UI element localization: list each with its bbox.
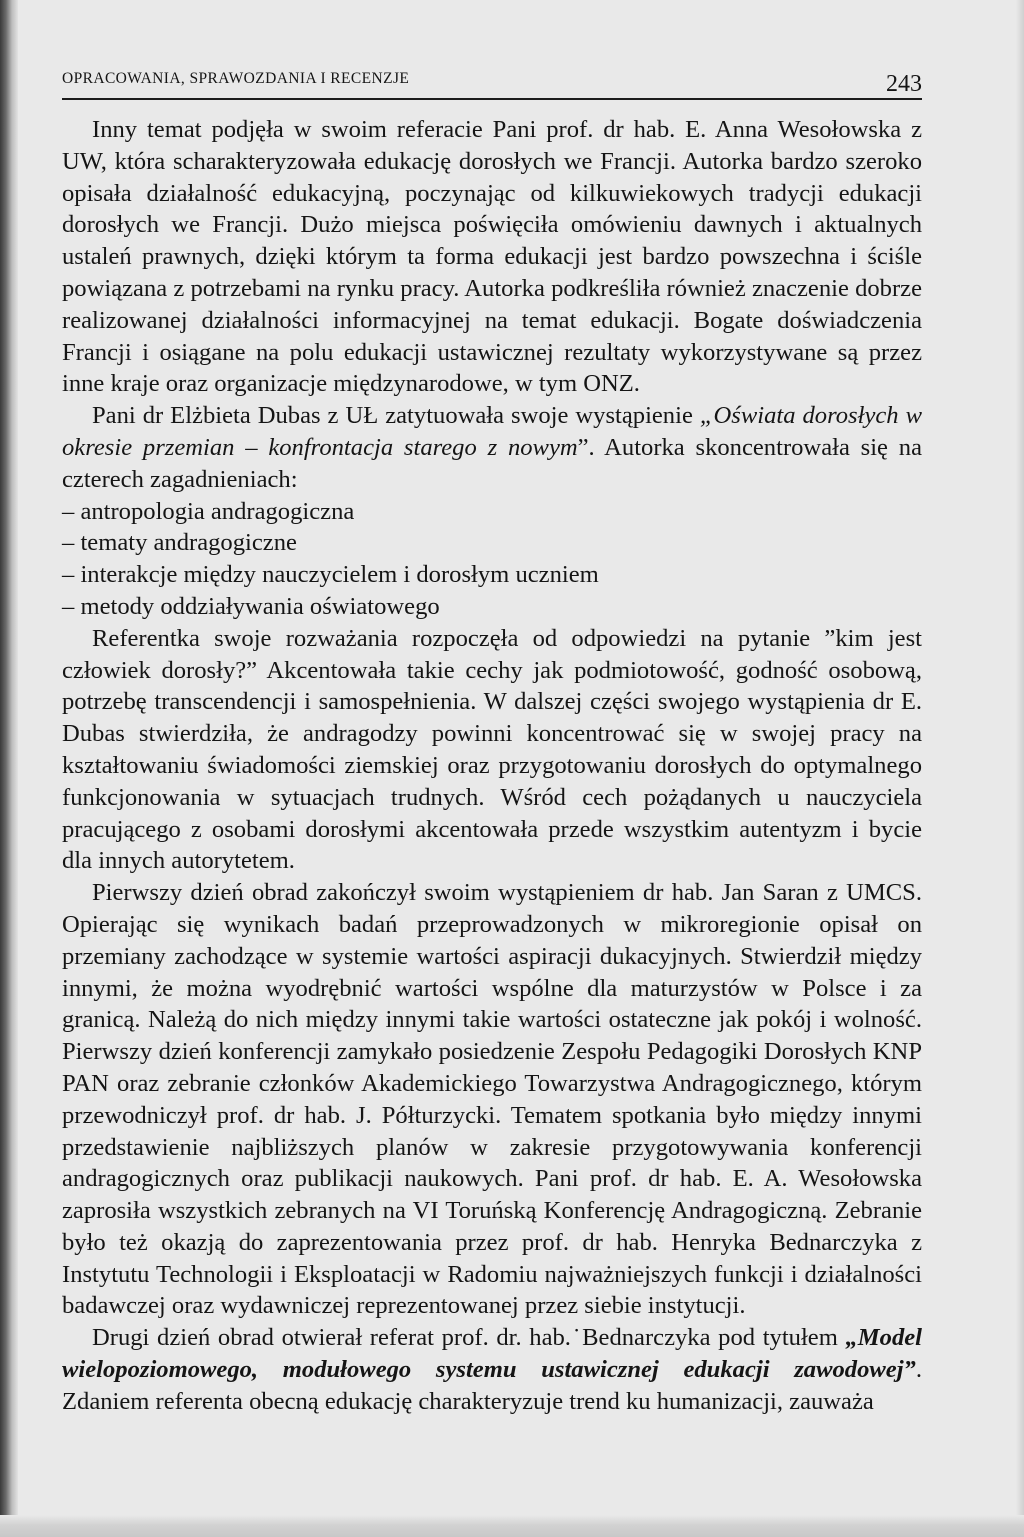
scan-edge-left bbox=[0, 0, 18, 1537]
section-title: OPRACOWANIA, SPRAWOZDANIA I RECENZJE bbox=[62, 70, 410, 87]
paragraph-second-day-end: . Zdaniem referenta obecną edukację charakteryzuje trend ku humanizacji, zauważa bbox=[62, 1356, 922, 1415]
paragraph-wesolowska: Inny temat podjęła w swoim referacie Pani prof. dr hab. E. Anna Wesołowska z UW, która scharakteryzowała edukację dorosłych we Francji. Autorka bardzo szeroko opisała działalność edukacyjną, poczynając od kilkuwiekowych tradycji edukacji dorosłych we Francji. Dużo miejsca poświęciła omówieniu dawnych i aktualnych ustaleń prawnych, dzięki którym ta forma edukacji jest bardzo powszechna i ściśle powiązana z potrzebami na rynku pracy. Autorka podkreśliła również znaczenie dobrze realizowanej działalności informacyjnej na temat edukacji. Bogate doświadczenia Francji i osiągane na polu edukacji ustawicznej rezultaty wykorzystywane są przez inne kraje oraz organizacje międzynarodowe, w tym ONZ. bbox=[62, 116, 922, 398]
list-item: – antropologia andragogiczna bbox=[62, 497, 355, 525]
paragraph-saran: Pierwszy dzień obrad zakończył swoim wystąpieniem dr hab. Jan Saran z UMCS. Opierając się wynikach badań przeprowadzonych w mikroregionie opisał on przemiany zachodzące w systemie wartości aspiracji dukacyjnych. Stwierdził między innymi, że można wyodrębnić wartości wspólne dla maturzystów w Polsce i za granicą. Należą do nich między innymi takie wartości ostateczne jak pokój i wolność. Pierwszy dzień konferencji zamykało posiedzenie Zespołu Pedagogiki Dorosłych KNP PAN oraz zebranie członków Akademickiego Towarzystwa Andragogicznego, którym przewodniczył prof. dr hab. J. Półturzycki. Tematem spotkania było między innymi przedstawienie najbliższych planów w zakresie przygotowywania konferencji andragogicznych oraz publikacji naukowych. Pani prof. dr hab. E. A. Wesołowska zaprosiła wszystkich zebranych na VI Toruńską Konferencję Andragogiczną. Zebranie było też okazją do zaprezentowania przez prof. dr hab. Henryka Bednarczyka z Instytutu Technologii i Eksploatacji w Radomiu najważniejszych funkcji i działalności badawczej oraz wydawniczej reprezentowanej przez siebie instytucji. bbox=[62, 879, 922, 1320]
document-page bbox=[62, 60, 922, 1418]
lecture-title-bednarczyk: „Model wielopoziomowego, modułowego systemu ustawicznej edukacji zawodowej” bbox=[62, 1324, 922, 1384]
running-header bbox=[62, 60, 922, 100]
paragraph-dubas-intro-text: Pani dr Elżbieta Dubas z UŁ zatytuowała swoje wystąpienie bbox=[92, 402, 700, 430]
paragraph-dubas-intro-end: ”. Autorka skoncentrowała się na czterech zagadnieniach: bbox=[62, 433, 922, 493]
list-item: – interakcje między nauczycielem i dorosłym uczniem bbox=[62, 561, 599, 589]
scan-edge-bottom bbox=[0, 1515, 1024, 1537]
list-item: – tematy andragogiczne bbox=[62, 529, 297, 557]
paragraph-referentka: Referentka swoje rozważania rozpoczęła od odpowiedzi na pytanie ”kim jest człowiek dorosły?” Akcentowała takie cechy jak podmiotowość, godność osobową, potrzebę transcendencji i samospełnienia. W dalszej części swojego wystąpienia dr E. Dubas stwierdziła, że andragodzy powinni koncentrować się w swojej pracy na kształtowaniu świadomości ziemskiej oraz przygotowaniu dorosłych do optymalnego funkcjonowania w sytuacjach trudnych. Wśród cech pożądanych u nauczyciela pracującego z osobami dorosłymi akcentowała przede wszystkim autentyzm i bycie dla innych autorytetem. bbox=[62, 624, 922, 875]
lecture-title-dubas: „Oświata dorosłych w okresie przemian – konfrontacja starego z nowym bbox=[62, 402, 922, 461]
body-text bbox=[62, 114, 922, 1418]
list-item: – metody oddziaływania oświatowego bbox=[62, 592, 440, 620]
page-number: 243 bbox=[886, 71, 922, 97]
paragraph-second-day-text: Drugi dzień obrad otwierał referat prof. dr. hab.˙Bednarczyka pod tytułem bbox=[92, 1324, 846, 1352]
topic-list bbox=[62, 496, 922, 623]
paragraph-second-day bbox=[62, 1322, 922, 1417]
scan-edge-right bbox=[1016, 0, 1024, 1537]
paragraph-dubas-intro bbox=[62, 400, 922, 495]
